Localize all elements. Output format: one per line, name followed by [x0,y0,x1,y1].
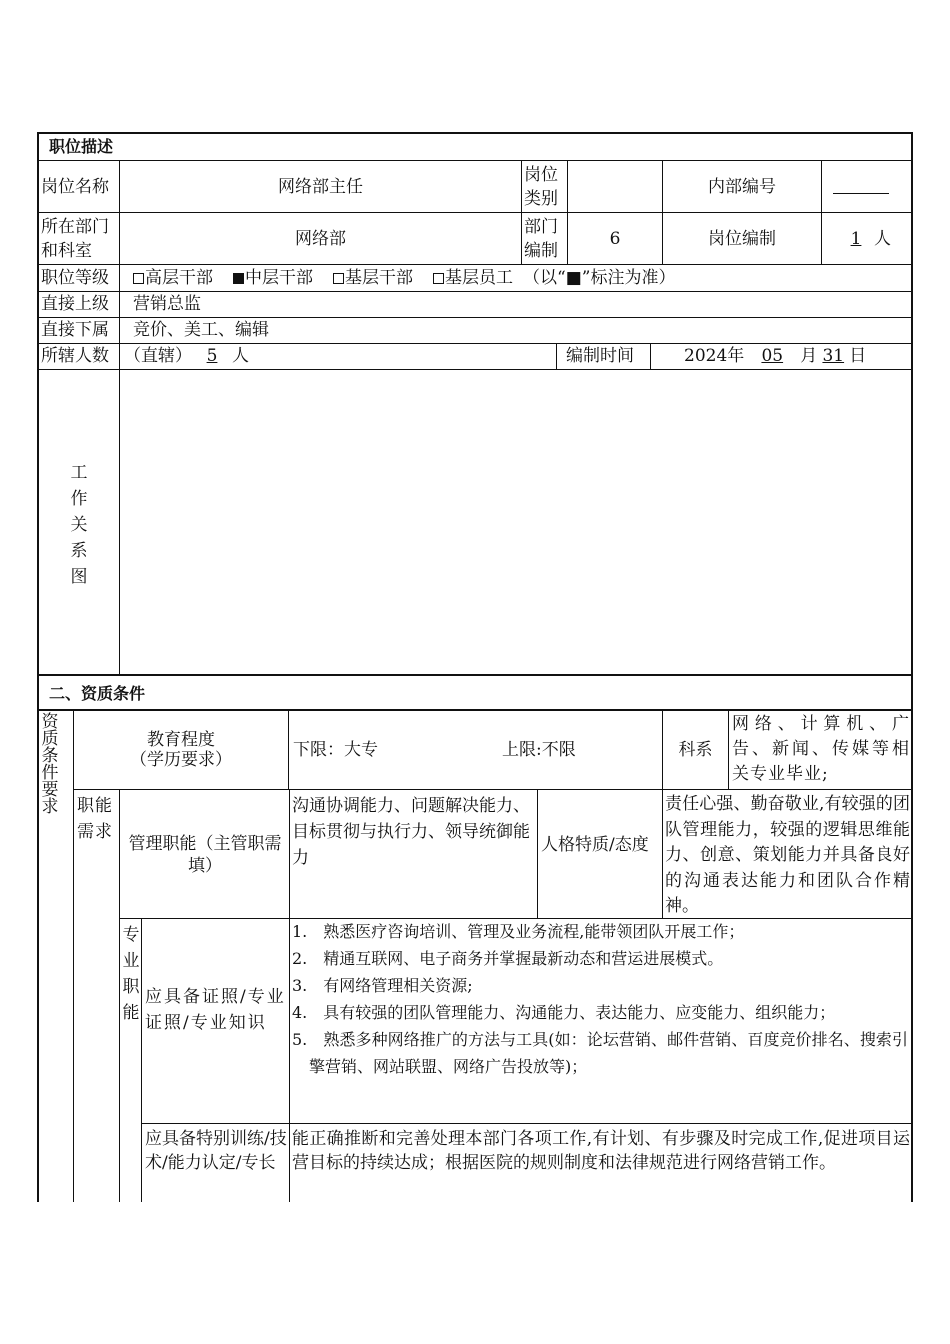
professional-label: 专业职能 [122,925,140,1023]
headcount-unit: 人 [232,346,249,366]
position-staffing-field [838,228,891,250]
checkbox-empty-icon [133,273,144,284]
section-header-qualifications: 二、资质条件 [49,684,146,703]
department-value: 网络部 [295,229,346,249]
education-upper: 上限:不限 [502,740,576,760]
dept-staffing-label: 部门编制 [524,217,558,261]
checkbox-filled-icon [233,273,244,284]
training-label: 应具备特别训练/技术/能力认定/专长 [145,1129,287,1173]
checkbox-empty-icon [433,273,444,284]
position-staffing-unit: 人 [874,229,891,249]
compile-month: 05 [761,346,784,366]
certificate-item: 5. 熟悉多种网络推广的方法与工具(如：论坛营销、邮件营销、百度竞价排名、搜索引擎营销、网站联盟、网络广告投放等)； [292,1030,908,1076]
management-value: 沟通协调能力、问题解决能力、目标贯彻与执行力、领导统御能力 [292,796,530,868]
qualification-label: 资质条件要求 [41,712,59,817]
position-name-value: 网络部主任 [278,177,363,197]
headcount-label: 所辖人数 [41,346,109,366]
department-label: 所在部门和科室 [41,217,109,261]
personality-value: 责任心强、勤奋敬业,有较强的团队管理能力，较强的逻辑思维能力、创意、策划能力并具备良好的沟通表达能力和团队合作精神。 [665,794,910,916]
month-unit: 月 [800,346,818,366]
headcount-prefix: （直辖） [124,346,192,366]
position-type-label: 岗位类别 [524,165,558,209]
certificate-label: 应具备证照/专业证照/专业知识 [145,987,286,1033]
function-label: 职能需求 [77,796,113,842]
checkbox-empty-icon [333,273,344,284]
section-header-job-description: 职位描述 [49,137,114,156]
internal-code-blank [833,193,889,194]
level-options [133,267,675,289]
position-staffing-value: 1 [850,229,862,249]
major-label: 科系 [678,740,713,760]
certificate-item: 1. 熟悉医疗咨询培训、管理及业务流程,能带领团队开展工作； [292,922,745,941]
level-option-middle[interactable]: 中层干部 [233,268,313,288]
supervisor-value: 营销总监 [133,294,201,314]
education-label: 教育程度 [147,730,215,750]
certificate-item: 2. 精通互联网、电子商务并掌握最新动态和营运进展模式。 [292,949,724,968]
level-option-junior[interactable]: 基层干部 [333,268,413,288]
headcount-field [124,345,249,367]
level-label: 职位等级 [41,268,109,288]
certificate-list [292,918,908,1080]
compile-year: 2024 [684,346,728,366]
compile-time-label: 编制时间 [566,346,634,366]
certificate-item: 3. 有网络管理相关资源; [292,976,473,995]
certificate-item: 4. 具有较强的团队管理能力、沟通能力、表达能力、应变能力、组织能力； [292,1003,836,1022]
supervisor-label: 直接上级 [41,294,109,314]
position-name-label: 岗位名称 [41,177,109,197]
level-option-staff[interactable]: 基层员工 [433,268,513,288]
level-option-senior[interactable]: 高层干部 [133,268,213,288]
education-lower: 下限：大专 [293,740,378,760]
dept-staffing-value: 6 [609,229,621,249]
year-unit: 年 [727,346,745,366]
subordinates-value: 竞价、美工、编辑 [133,320,269,340]
headcount-value: 5 [206,346,218,366]
compile-day: 31 [822,346,845,366]
org-chart-label: 工作关系图 [70,463,88,587]
position-staffing-label: 岗位编制 [708,229,776,249]
training-value: 能正确推断和完善处理本部门各项工作,有计划、有步骤及时完成工作,促进项目运营目标的持续达成；根据医院的规则制度和法律规范进行网络营销工作。 [292,1129,910,1173]
management-label: 管理职能（主管职需填） [128,834,282,876]
day-unit: 日 [849,346,867,366]
internal-code-label: 内部编号 [708,177,776,197]
subordinates-label: 直接下属 [41,320,109,340]
major-value: 网络、计算机、广告、新闻、传媒等相关专业毕业; [732,714,910,784]
education-sub-label: （学历要求） [130,750,232,770]
compile-date [684,345,866,367]
level-note: （以“■”标注为准） [523,268,676,288]
org-chart-area [121,371,910,673]
personality-label: 人格特质/态度 [541,835,649,855]
